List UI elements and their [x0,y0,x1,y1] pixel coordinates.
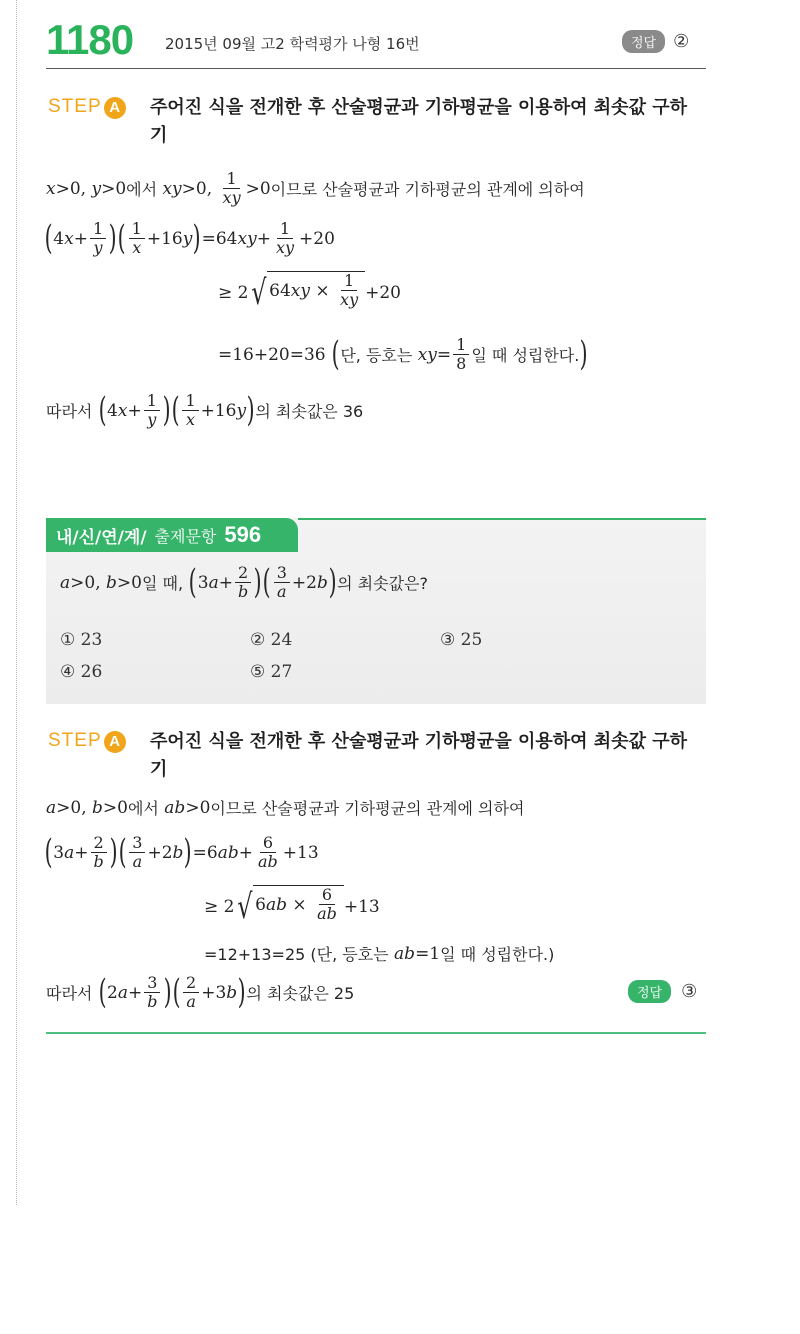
step-title: 주어진 식을 전개한 후 산술평균과 기하평균을 이용하여 최솟값 구하기 [150,97,687,146]
step-title-2: 주어진 식을 전개한 후 산술평균과 기하평균을 이용하여 최솟값 구하기 [150,731,687,780]
conclusion-line-2: 따라서 ( 2 a + $\frac{3}{b}$ ) ( $\frac{2}{a}$ +3 b ) 의 최솟값은 25 [46,971,355,1012]
margin-dotted-line [16,0,17,1205]
problem-number: 1180 [46,16,134,63]
expansion-line-2: ( 3 a + $\frac{2}{b}$ ) ( $\frac{3}{a}$ +2 b ) =6 ab + $\frac{6}{ab}$ +13 [44,831,319,872]
answer-value-2: ③ [681,981,698,1002]
answer-badge: 정답 [622,30,665,53]
footer-divider [46,1032,706,1034]
condition-line: x >0, y >0 에서 xy >0, $\frac{1}{xy}$ >0 이므로 산술평균과 기하평균의 관계에 의하여 [46,169,585,207]
choice-4[interactable]: ④ 26 [60,662,103,682]
step-letter-badge: A [104,97,126,119]
result-line-2: =12+13=25 (단, 등호는 ab =1 일 때 성립한다.) [204,943,555,964]
step-a-marker [48,96,126,119]
choice-5[interactable]: ⑤ 27 [250,662,293,682]
expansion-line: ( 4 x + $\frac{1}{y}$ ) ( $\frac{1}{x}$ +16 y ) =64 xy + $\frac{1}{xy}$ +20 [44,217,335,258]
step-a-marker-2 [48,730,126,753]
tab-sub: 출제문항 [154,526,217,546]
tab-number: 596 [224,522,262,547]
problem-source: 2015년 09월 고2 학력평가 나형 16번 [165,35,420,53]
conclusion-line: 따라서 ( 4 x + $\frac{1}{y}$ ) ( $\frac{1}{x}$ +16 y ) 의 최솟값은 36 [46,389,364,430]
choice-1[interactable]: ① 23 [60,630,103,650]
step-letter-badge-2: A [104,731,126,753]
answer-badge-2: 정답 [628,980,671,1003]
step-label-2: STEP [48,730,102,751]
answer-top [622,30,689,53]
condition-line-2: a >0, b >0 에서 ab >0 이므로 산술평균과 기하평균의 관계에 의하여 [46,797,525,818]
choice-3[interactable]: ③ 25 [440,630,483,650]
result-line: =16+20=36 ( 단, 등호는 xy = $\frac{1}{8}$ 일 때 성립한다. ) [218,333,588,374]
linked-problem-topline [298,518,706,520]
amgm-line-2: ≥ 2 √ 6 ab × $\frac{6}{ab}$ +13 [204,885,380,927]
step-label: STEP [48,96,102,117]
answer-value: ② [673,31,690,52]
linked-question: a >0, b >0 일 때, ( 3 a + $\frac{2}{b}$ ) ( $\frac{3}{a}$ +2 b ) 의 최솟값은? [60,561,428,602]
choice-2[interactable]: ② 24 [250,630,293,650]
amgm-line: ≥ 2 √ 64 xy × $\frac{1}{xy}$ +20 [218,271,401,313]
tab-label: 내/신/연/계/ [56,527,147,548]
linked-problem-tab [46,518,298,552]
answer-bottom [628,980,697,1003]
header-divider [46,68,706,69]
